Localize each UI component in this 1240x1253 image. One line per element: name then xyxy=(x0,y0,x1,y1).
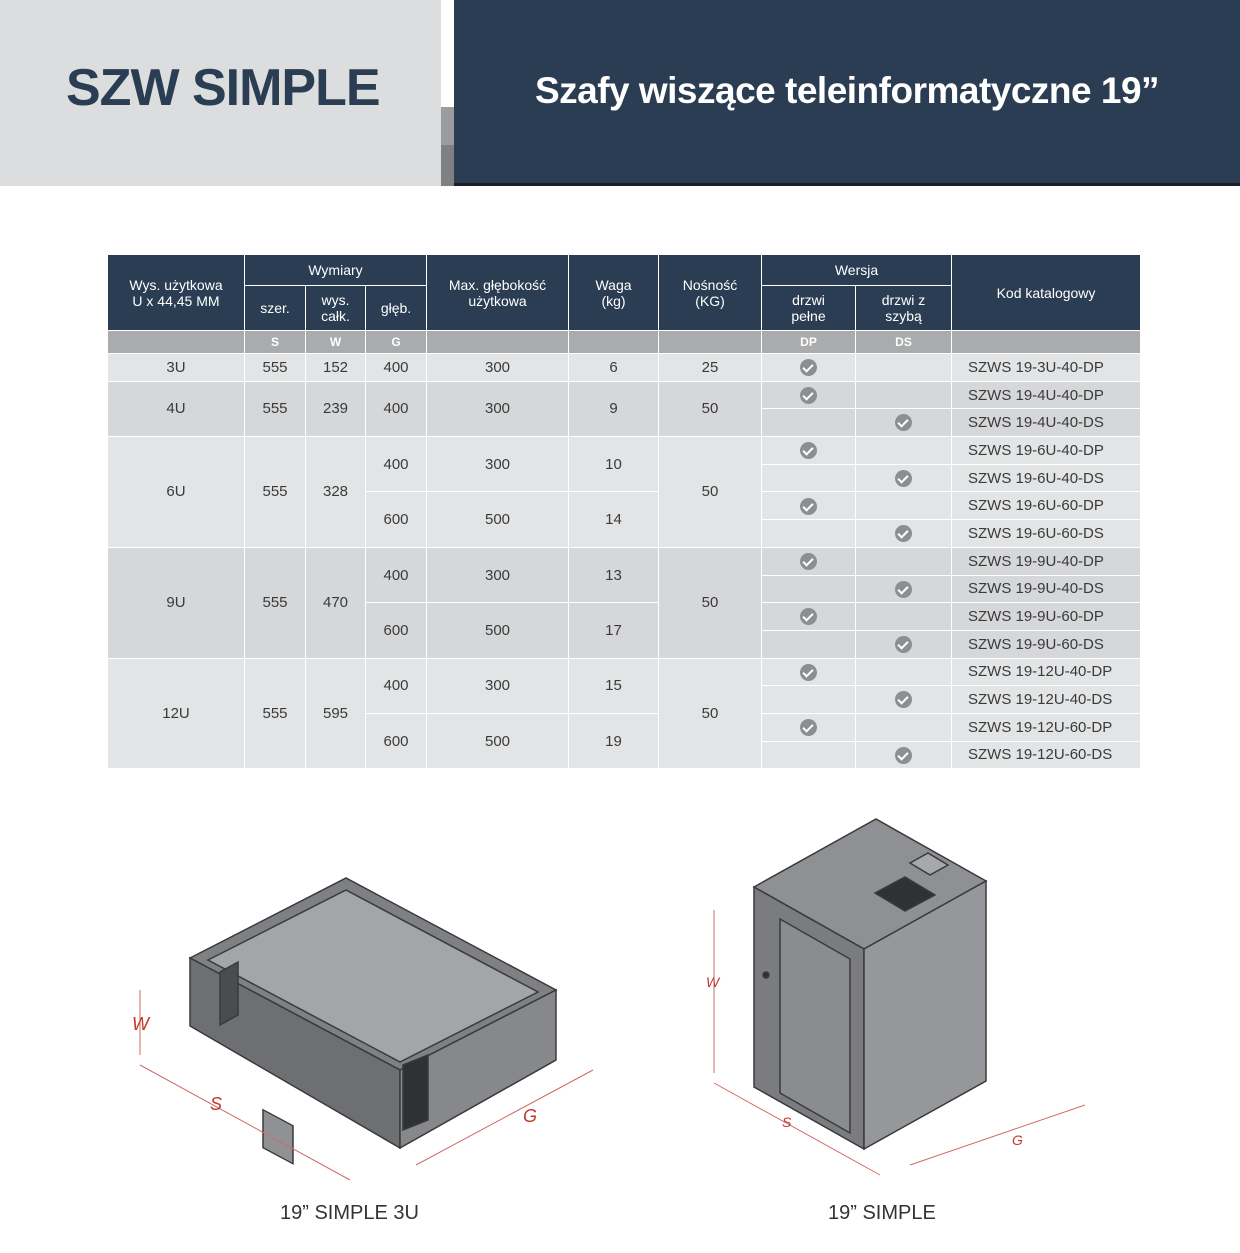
cell-weight: 6 xyxy=(569,354,659,382)
check-icon xyxy=(800,498,817,515)
cell-full-door xyxy=(762,741,856,769)
header-divider-accent-dark xyxy=(441,145,454,186)
letter-cell-empty xyxy=(952,331,1141,354)
check-icon xyxy=(895,525,912,542)
cell-width: 555 xyxy=(245,354,306,382)
vent-panel xyxy=(263,1110,293,1164)
letter-cell-empty xyxy=(427,331,569,354)
cell-catalog-code: SZWS 19-4U-40-DP xyxy=(952,381,1141,409)
cell-depth: 400 xyxy=(366,381,427,436)
header-full-door: drzwi pełne xyxy=(762,286,856,331)
cell-catalog-code: SZWS 19-3U-40-DP xyxy=(952,354,1141,382)
letter-dp: DP xyxy=(762,331,856,354)
check-icon xyxy=(895,747,912,764)
check-icon xyxy=(895,470,912,487)
letter-s: S xyxy=(245,331,306,354)
cell-catalog-code: SZWS 19-4U-40-DS xyxy=(952,409,1141,437)
cell-width: 555 xyxy=(245,547,306,658)
header-catalog-code: Kod katalogowy xyxy=(952,255,1141,331)
check-icon xyxy=(895,581,912,598)
table-row xyxy=(108,658,1141,686)
cell-full-door xyxy=(762,630,856,658)
cell-usable-height: 12U xyxy=(108,658,245,769)
cell-weight: 15 xyxy=(569,658,659,713)
rack-rail xyxy=(220,962,238,1025)
cell-weight: 17 xyxy=(569,603,659,658)
cell-weight: 13 xyxy=(569,547,659,602)
letter-w: W xyxy=(306,331,366,354)
check-icon xyxy=(800,608,817,625)
cell-depth: 600 xyxy=(366,713,427,768)
cell-full-door xyxy=(762,464,856,492)
cell-catalog-code: SZWS 19-6U-60-DS xyxy=(952,520,1141,548)
cell-load: 50 xyxy=(659,547,762,658)
cell-max-depth: 300 xyxy=(427,354,569,382)
cell-load: 50 xyxy=(659,658,762,769)
table-row xyxy=(108,354,1141,382)
cell-usable-height: 9U xyxy=(108,547,245,658)
cell-full-door xyxy=(762,354,856,382)
cell-catalog-code: SZWS 19-9U-40-DS xyxy=(952,575,1141,603)
cell-glass-door xyxy=(856,741,952,769)
cell-depth: 400 xyxy=(366,658,427,713)
table-row xyxy=(108,547,1141,575)
rack-rail xyxy=(403,1055,428,1130)
letter-row xyxy=(108,331,1141,354)
check-icon xyxy=(800,664,817,681)
letter-ds: DS xyxy=(856,331,952,354)
cell-full-door xyxy=(762,686,856,714)
page-subtitle: Szafy wiszące teleinformatyczne 19” xyxy=(534,70,1160,111)
cell-catalog-code: SZWS 19-9U-60-DS xyxy=(952,630,1141,658)
header-total-height: wys. całk. xyxy=(306,286,366,331)
header-glass-door: drzwi z szybą xyxy=(856,286,952,331)
dim-label-g: G xyxy=(1012,1132,1023,1148)
cell-catalog-code: SZWS 19-9U-40-DP xyxy=(952,547,1141,575)
cell-full-door xyxy=(762,437,856,465)
cell-catalog-code: SZWS 19-6U-40-DP xyxy=(952,437,1141,465)
caption-right: 19” SIMPLE xyxy=(828,1202,936,1224)
cell-max-depth: 500 xyxy=(427,492,569,547)
dim-label-s: S xyxy=(782,1114,792,1130)
check-icon xyxy=(800,719,817,736)
letter-cell-empty xyxy=(108,331,245,354)
header-usable-height: Wys. użytkowa U x 44,45 MM xyxy=(108,255,245,331)
cabinet-closed-drawing xyxy=(700,815,1100,1185)
cell-depth: 600 xyxy=(366,603,427,658)
cell-full-door xyxy=(762,658,856,686)
header-underline xyxy=(454,183,1240,186)
check-icon xyxy=(800,442,817,459)
cell-glass-door xyxy=(856,464,952,492)
cell-glass-door xyxy=(856,409,952,437)
cell-full-door xyxy=(762,575,856,603)
cell-full-door xyxy=(762,603,856,631)
check-icon xyxy=(800,553,817,570)
cell-width: 555 xyxy=(245,437,306,548)
dim-label-s: S xyxy=(210,1094,223,1114)
letter-cell-empty xyxy=(659,331,762,354)
letter-cell-empty xyxy=(569,331,659,354)
cell-max-depth: 300 xyxy=(427,547,569,602)
cell-catalog-code: SZWS 19-6U-60-DP xyxy=(952,492,1141,520)
header-depth: głęb. xyxy=(366,286,427,331)
letter-g: G xyxy=(366,331,427,354)
header-version: Wersja xyxy=(762,255,952,286)
door-lock xyxy=(763,972,769,978)
check-icon xyxy=(800,359,817,376)
cell-max-depth: 300 xyxy=(427,381,569,436)
cell-glass-door xyxy=(856,492,952,520)
dim-label-w: W xyxy=(706,974,720,990)
cell-total-height: 328 xyxy=(306,437,366,548)
check-icon xyxy=(895,414,912,431)
cell-depth: 400 xyxy=(366,354,427,382)
cell-total-height: 239 xyxy=(306,381,366,436)
cell-max-depth: 300 xyxy=(427,658,569,713)
cabinet-closed-body xyxy=(754,819,986,1149)
dim-label-w: W xyxy=(132,1014,149,1034)
cell-full-door xyxy=(762,547,856,575)
header-load: Nośność (KG) xyxy=(659,255,762,331)
header-width: szer. xyxy=(245,286,306,331)
table-row xyxy=(108,437,1141,465)
cell-catalog-code: SZWS 19-12U-60-DP xyxy=(952,713,1141,741)
cell-glass-door xyxy=(856,520,952,548)
header-max-depth: Max. głębokość użytkowa xyxy=(427,255,569,331)
cell-depth: 400 xyxy=(366,437,427,492)
cell-width: 555 xyxy=(245,381,306,436)
cell-glass-door xyxy=(856,713,952,741)
cell-load: 50 xyxy=(659,381,762,436)
cell-catalog-code: SZWS 19-6U-40-DS xyxy=(952,464,1141,492)
cell-full-door xyxy=(762,713,856,741)
cell-glass-door xyxy=(856,381,952,409)
cell-glass-door xyxy=(856,603,952,631)
cell-glass-door xyxy=(856,547,952,575)
cell-max-depth: 500 xyxy=(427,713,569,768)
cell-full-door xyxy=(762,520,856,548)
cabinet-3u-drawing xyxy=(128,860,608,1190)
cell-total-height: 595 xyxy=(306,658,366,769)
cell-catalog-code: SZWS 19-12U-40-DS xyxy=(952,686,1141,714)
header-weight: Waga (kg) xyxy=(569,255,659,331)
cell-glass-door xyxy=(856,658,952,686)
dim-label-g: G xyxy=(523,1106,538,1126)
cell-weight: 9 xyxy=(569,381,659,436)
cell-load: 50 xyxy=(659,437,762,548)
cell-full-door xyxy=(762,381,856,409)
cell-max-depth: 500 xyxy=(427,603,569,658)
cell-total-height: 470 xyxy=(306,547,366,658)
cell-total-height: 152 xyxy=(306,354,366,382)
cell-catalog-code: SZWS 19-9U-60-DP xyxy=(952,603,1141,631)
cell-catalog-code: SZWS 19-12U-40-DP xyxy=(952,658,1141,686)
spec-table xyxy=(107,254,1141,769)
cell-glass-door xyxy=(856,575,952,603)
check-icon xyxy=(800,387,817,404)
caption-left: 19” SIMPLE 3U xyxy=(280,1202,419,1224)
cell-depth: 400 xyxy=(366,547,427,602)
cabinet-3u-body xyxy=(190,878,556,1164)
header-dimensions: Wymiary xyxy=(245,255,427,286)
cell-depth: 600 xyxy=(366,492,427,547)
cell-weight: 19 xyxy=(569,713,659,768)
brand-title: SZW SIMPLE xyxy=(66,59,380,117)
cell-glass-door xyxy=(856,437,952,465)
cell-weight: 10 xyxy=(569,437,659,492)
cell-usable-height: 6U xyxy=(108,437,245,548)
cell-max-depth: 300 xyxy=(427,437,569,492)
cell-width: 555 xyxy=(245,658,306,769)
cell-glass-door xyxy=(856,354,952,382)
cell-full-door xyxy=(762,409,856,437)
cell-catalog-code: SZWS 19-12U-60-DS xyxy=(952,741,1141,769)
cell-full-door xyxy=(762,492,856,520)
cell-usable-height: 4U xyxy=(108,381,245,436)
cell-glass-door xyxy=(856,630,952,658)
cell-glass-door xyxy=(856,686,952,714)
cell-load: 25 xyxy=(659,354,762,382)
cell-weight: 14 xyxy=(569,492,659,547)
check-icon xyxy=(895,636,912,653)
check-icon xyxy=(895,691,912,708)
cell-usable-height: 3U xyxy=(108,354,245,382)
table-row xyxy=(108,381,1141,409)
